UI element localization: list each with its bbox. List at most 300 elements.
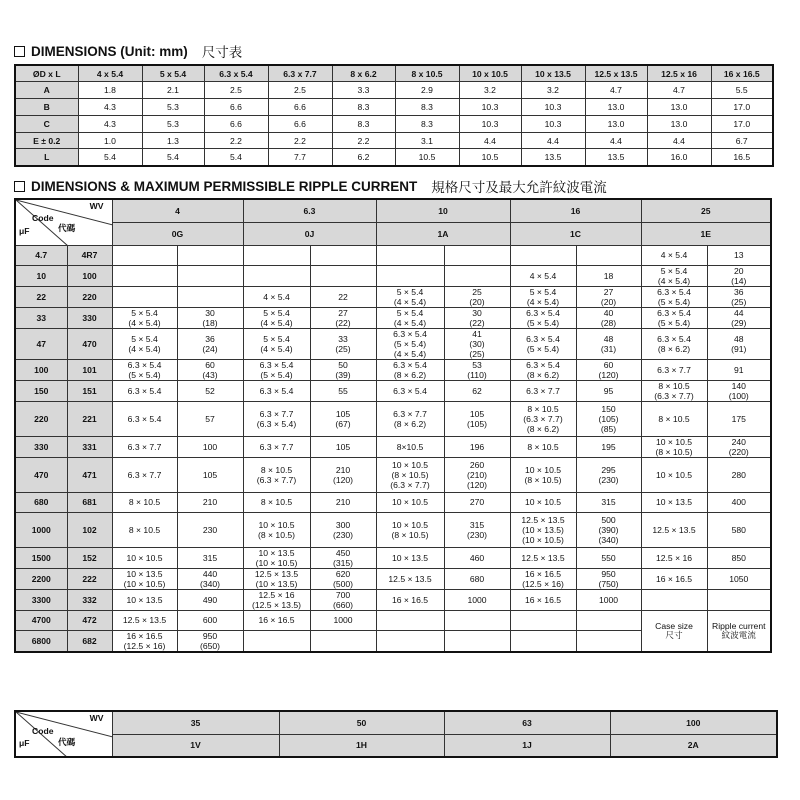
cell-line: (20) — [469, 296, 485, 307]
dimension-value: 5.4 — [78, 149, 142, 166]
ripple-current-cell — [707, 307, 771, 328]
ripple-current-cell — [177, 401, 243, 436]
case-size-cell — [641, 457, 707, 492]
case-size-cell — [641, 547, 707, 568]
dimension-value: 2.2 — [268, 132, 332, 149]
dimension-label: L — [15, 149, 78, 166]
cell-line: (6.3 × 7.7) — [390, 479, 430, 490]
ripple-current-cell — [707, 547, 771, 568]
case-size-cell — [112, 589, 177, 610]
ripple-row — [15, 512, 771, 547]
cell-line: (10 × 10.5) — [255, 557, 298, 568]
ripple-current-cell — [310, 589, 376, 610]
cell-line: (100) — [728, 390, 749, 401]
cell-line: (5 × 5.4) — [128, 369, 161, 380]
ripple-current-cell — [177, 436, 243, 457]
ripple-current-cell — [177, 547, 243, 568]
cell-line: 5 × 5.4 — [263, 333, 290, 344]
ripple-row — [15, 610, 771, 630]
cell-line: (390) — [598, 524, 619, 535]
case-size-cell — [112, 380, 177, 401]
cell-line: 210 — [335, 497, 351, 507]
capacitance-value: 330 — [15, 436, 67, 457]
cell-line: 6.3 × 5.4 — [657, 307, 691, 318]
cell-line: 36 — [733, 286, 744, 297]
voltage-code-header: 0J — [243, 222, 376, 245]
cell-line: (4 × 5.4) — [128, 317, 161, 328]
dimension-label: C — [15, 115, 78, 132]
ripple-row — [15, 359, 771, 380]
cell-line: 10 × 10.5 — [655, 469, 693, 480]
case-size-cell — [243, 589, 310, 610]
ripple-current-cell — [310, 307, 376, 328]
capacitance-code: 100 — [67, 265, 112, 286]
case-size-cell — [243, 512, 310, 547]
dimensions-header-row — [15, 65, 773, 82]
cell-line: 1000 — [467, 594, 487, 605]
capacitance-code: 152 — [67, 547, 112, 568]
voltage-header: 4 — [112, 199, 243, 222]
ripple-current-cell — [444, 307, 510, 328]
cell-line: (750) — [598, 578, 619, 589]
cell-line: (8 × 10.5) — [391, 469, 429, 480]
dimension-value: 2.9 — [395, 82, 459, 99]
dimension-value: 10.3 — [459, 115, 521, 132]
ripple-table — [14, 198, 772, 653]
case-size-cell — [641, 307, 707, 328]
case-size-cell — [510, 457, 576, 492]
case-size-cell — [641, 380, 707, 401]
ripple-current-cell — [444, 492, 510, 512]
case-size-cell — [112, 359, 177, 380]
cell-line: (4 × 5.4) — [526, 296, 560, 307]
case-size-cell — [243, 245, 310, 265]
ripple-current-cell — [177, 512, 243, 547]
size-header: 4 x 5.4 — [78, 65, 142, 82]
dimension-value: 6.6 — [268, 115, 332, 132]
ripple-current-cell — [576, 457, 641, 492]
cell-line: (105) — [598, 413, 619, 424]
dimension-value: 1.0 — [78, 132, 142, 149]
cell-line: 10 × 10.5 — [391, 459, 429, 470]
cell-line: 30 — [205, 307, 215, 318]
dimension-value: 13.0 — [585, 99, 647, 116]
cell-line: 1050 — [729, 573, 749, 584]
dimension-value: 10.5 — [395, 149, 459, 166]
cell-line: 27 — [338, 307, 348, 318]
cell-line: 4 × 5.4 — [263, 291, 290, 302]
voltage-code-header: 1C — [510, 222, 641, 245]
ripple-current-cell — [177, 589, 243, 610]
ripple-current-cell — [310, 630, 376, 652]
dimension-label: A — [15, 82, 78, 99]
size-header: 6.3 x 7.7 — [268, 65, 332, 82]
cell-line: 4 × 5.4 — [529, 270, 557, 281]
case-size-cell — [510, 380, 576, 401]
cell-line: 105 — [335, 408, 351, 419]
cell-line: 10 × 10.5 — [126, 552, 163, 563]
case-size-cell — [510, 492, 576, 512]
cell-line: 680 — [469, 573, 485, 584]
cell-line: 270 — [469, 497, 485, 507]
cell-line: 6.3 × 7.7 — [127, 441, 162, 452]
cell-line: (5 × 5.4) — [393, 338, 427, 349]
cell-line: (6.3 × 7.7) — [523, 413, 563, 424]
cell-line: 295 — [601, 464, 616, 475]
cell-line: 8 × 10.5 — [527, 441, 559, 452]
cell-line: 6.3 × 7.7 — [657, 364, 691, 375]
cell-line: 105 — [469, 408, 485, 419]
cell-line: 10 × 13.5 — [126, 568, 163, 579]
case-size-cell — [641, 265, 707, 286]
case-size-cell — [112, 457, 177, 492]
case-size-cell — [243, 610, 310, 630]
case-size-cell — [510, 630, 576, 652]
size-header: 10 x 13.5 — [521, 65, 585, 82]
ripple-current-cell — [444, 512, 510, 547]
cell-line: (110) — [467, 369, 487, 380]
ripple-current-cell — [707, 380, 771, 401]
ripple-current-cell — [444, 245, 510, 265]
cell-line: (5 × 5.4) — [260, 369, 293, 380]
ripple-section-title — [14, 176, 607, 196]
cell-line: (18) — [202, 317, 218, 328]
ripple-current-cell — [444, 457, 510, 492]
size-header: 6.3 x 5.4 — [204, 65, 268, 82]
cell-line: 48 — [733, 333, 744, 344]
voltage-header: 6.3 — [243, 199, 376, 222]
cell-line: (31) — [600, 343, 617, 354]
case-size-cell — [243, 307, 310, 328]
dimension-value: 6.2 — [332, 149, 395, 166]
cell-line: 50 — [338, 359, 348, 370]
ripple-current-cell — [707, 328, 771, 359]
case-size-cell — [376, 610, 444, 630]
ripple-current-cell — [576, 328, 641, 359]
cell-line: 210 — [202, 497, 218, 507]
cell-line: 140 — [731, 380, 746, 391]
capacitance-code: 101 — [67, 359, 112, 380]
dim-corner-header: ØD x L — [15, 65, 78, 82]
case-size-cell — [112, 307, 177, 328]
case-size-cell — [112, 568, 177, 589]
cell-line: (10 × 13.5) — [255, 578, 298, 589]
cell-line: 57 — [205, 413, 215, 424]
case-size-cell — [641, 359, 707, 380]
capacitance-value: 470 — [15, 457, 67, 492]
cell-line: 33 — [338, 333, 348, 344]
dimension-label: B — [15, 99, 78, 116]
capacitance-value: 680 — [15, 492, 67, 512]
cell-line: 52 — [205, 385, 215, 396]
ripple-current-cell — [576, 436, 641, 457]
ripple-current-cell — [444, 589, 510, 610]
voltage-header: 10 — [376, 199, 510, 222]
dimension-value: 16.5 — [711, 149, 773, 166]
case-size-cell — [510, 245, 576, 265]
wv-label: WV — [89, 201, 104, 211]
cell-line: 6.3 × 5.4 — [393, 359, 427, 370]
ripple-current-cell — [576, 359, 641, 380]
cell-line: (5 × 5.4) — [526, 343, 560, 354]
dimension-value: 2.2 — [204, 132, 268, 149]
cell-line: 1000 — [598, 594, 619, 605]
case-size-cell — [112, 630, 177, 652]
cell-line: (25) — [469, 348, 485, 359]
cell-line: (8 × 6.2) — [526, 369, 560, 380]
dimension-value: 13.0 — [647, 99, 711, 116]
cell-line: 10 × 10.5 — [524, 464, 562, 475]
ripple-current-cell — [444, 630, 510, 652]
size-header: 10 x 10.5 — [459, 65, 521, 82]
cell-line: (8 × 6.2) — [657, 343, 691, 354]
dimension-value: 5.4 — [142, 149, 204, 166]
dimension-value: 7.7 — [268, 149, 332, 166]
legend-ripple-label: Ripple current — [712, 620, 766, 631]
ripple-current-cell — [576, 245, 641, 265]
cell-line: 550 — [601, 552, 616, 563]
case-size-cell — [112, 245, 177, 265]
dimension-value: 6.6 — [268, 99, 332, 116]
dimension-value: 3.2 — [521, 82, 585, 99]
header-corner-cell — [15, 199, 112, 245]
cell-line: 5 × 5.4 — [396, 307, 424, 318]
ripple-current-cell — [707, 457, 771, 492]
cell-line: (340) — [598, 534, 619, 545]
dimension-value: 2.2 — [332, 132, 395, 149]
cell-line: 6.3 × 5.4 — [657, 333, 691, 344]
cell-line: 175 — [731, 413, 746, 424]
capacitance-value: 6800 — [15, 630, 67, 652]
cell-line: 8 × 10.5 — [527, 403, 559, 414]
cell-line: (8 × 6.2) — [526, 423, 560, 434]
cell-line: (6.3 × 5.4) — [256, 418, 297, 429]
case-size-cell — [641, 286, 707, 307]
case-size-cell — [376, 457, 444, 492]
ripple-row — [15, 568, 771, 589]
dimension-value: 5.3 — [142, 99, 204, 116]
ripple-current-cell — [444, 359, 510, 380]
ripple-current-cell — [576, 630, 641, 652]
cell-line: 5 × 5.4 — [660, 265, 688, 276]
case-size-cell — [243, 401, 310, 436]
dimensions-row — [15, 132, 773, 149]
cell-line: 6.3 × 5.4 — [259, 385, 294, 396]
cell-line: 315 — [469, 519, 485, 530]
dimension-value: 8.3 — [332, 115, 395, 132]
dimension-value: 4.4 — [459, 132, 521, 149]
ripple-current-cell — [707, 401, 771, 436]
case-size-cell — [376, 380, 444, 401]
dimension-value: 13.5 — [521, 149, 585, 166]
cell-line: 5 × 5.4 — [263, 307, 290, 318]
ripple-current-cell — [310, 492, 376, 512]
case-size-cell — [112, 512, 177, 547]
cell-line: (10 × 10.5) — [123, 578, 166, 589]
voltage-header: 25 — [641, 199, 771, 222]
checkbox-square-icon — [14, 181, 25, 192]
cell-line: 60 — [603, 359, 614, 370]
capacitance-value: 4700 — [15, 610, 67, 630]
capacitance-code: 682 — [67, 630, 112, 652]
capacitance-code: 222 — [67, 568, 112, 589]
uf-label: μF — [19, 738, 30, 748]
ripple-current-cell — [444, 568, 510, 589]
ripple-title: DIMENSIONS & MAXIMUM PERMISSIBLE RIPPLE CURRENT — [31, 178, 418, 194]
cell-line: 300 — [335, 519, 351, 530]
cell-line: 48 — [603, 333, 614, 344]
case-size-cell — [112, 265, 177, 286]
voltage-code-header: 1V — [112, 734, 279, 757]
case-size-cell — [376, 359, 444, 380]
cell-line: (8 × 6.2) — [393, 369, 427, 380]
dimension-value: 5.4 — [204, 149, 268, 166]
ripple-current-cell — [177, 359, 243, 380]
dimensions-row — [15, 115, 773, 132]
voltage-code-header: 1E — [641, 222, 771, 245]
cell-line: 10 × 10.5 — [391, 519, 429, 530]
dimension-value: 8.3 — [395, 115, 459, 132]
cell-line: (24) — [202, 343, 218, 354]
cell-line: 500 — [601, 514, 616, 525]
cell-line: 850 — [731, 552, 746, 563]
cell-line: 210 — [335, 464, 351, 475]
size-header: 8 x 6.2 — [332, 65, 395, 82]
cell-line: 13 — [733, 250, 744, 260]
cell-line: (6.3 × 7.7) — [654, 390, 694, 401]
dimension-label: E ± 0.2 — [15, 132, 78, 149]
cell-line: (120) — [598, 369, 619, 380]
case-size-cell — [243, 547, 310, 568]
cell-line: 195 — [601, 441, 616, 452]
capacitance-code: 220 — [67, 286, 112, 307]
ripple-current-cell — [177, 568, 243, 589]
dimensions-row — [15, 149, 773, 166]
cell-line: 450 — [335, 547, 351, 558]
case-size-cell — [376, 630, 444, 652]
dimension-value: 2.1 — [142, 82, 204, 99]
cell-line: 6.3 × 7.7 — [526, 385, 560, 396]
dimension-value: 13.5 — [585, 149, 647, 166]
case-size-cell — [243, 568, 310, 589]
voltage-code-header: 1J — [444, 734, 610, 757]
ripple-current-cell — [444, 436, 510, 457]
ripple-row — [15, 547, 771, 568]
capacitance-code: 681 — [67, 492, 112, 512]
dimension-value: 2.5 — [204, 82, 268, 99]
ripple-current-cell — [310, 436, 376, 457]
case-size-cell — [641, 436, 707, 457]
capacitance-value: 150 — [15, 380, 67, 401]
case-size-cell — [376, 492, 444, 512]
cell-line: 6.3 × 7.7 — [127, 469, 162, 480]
dimension-value: 6.6 — [204, 115, 268, 132]
legend-case-size-label-zh: 尺寸 — [665, 630, 683, 641]
cell-line: 315 — [601, 497, 616, 507]
cell-line: (22) — [335, 317, 351, 328]
ripple-row — [15, 328, 771, 359]
capacitance-code: 471 — [67, 457, 112, 492]
cell-line: 27 — [603, 286, 614, 297]
cell-line: 91 — [733, 364, 744, 375]
cell-line: (4 × 5.4) — [657, 275, 691, 286]
capacitance-value: 2200 — [15, 568, 67, 589]
cell-line: 400 — [731, 497, 746, 507]
case-size-cell — [641, 401, 707, 436]
cell-line: (22) — [469, 317, 485, 328]
cell-line: 10 × 10.5 — [655, 436, 693, 447]
ripple-current-cell — [310, 512, 376, 547]
case-size-cell — [243, 265, 310, 286]
ripple-current-cell — [707, 492, 771, 512]
size-header: 12.5 x 16 — [647, 65, 711, 82]
cell-line: 580 — [731, 524, 746, 535]
dimension-value: 4.3 — [78, 99, 142, 116]
case-size-cell — [376, 436, 444, 457]
ripple-current-cell — [444, 265, 510, 286]
cell-line: 5 × 5.4 — [396, 286, 424, 297]
ripple-row — [15, 436, 771, 457]
cell-line: (4 × 5.4) — [393, 317, 427, 328]
dimension-value: 3.3 — [332, 82, 395, 99]
cell-line: 25 — [472, 286, 482, 297]
cell-line: 950 — [202, 630, 218, 641]
case-size-cell — [510, 589, 576, 610]
cell-line: (10 × 13.5) — [522, 524, 564, 535]
cell-line: (12.5 × 16) — [123, 640, 166, 651]
case-size-cell — [641, 492, 707, 512]
ripple-table-high-voltage — [14, 710, 778, 758]
case-size-cell — [376, 547, 444, 568]
cell-line: 8 × 10.5 — [260, 464, 293, 475]
legend-ripple-label-zh: 紋波電流 — [721, 630, 756, 641]
case-size-cell — [510, 401, 576, 436]
dimension-value: 5.3 — [142, 115, 204, 132]
cell-line: 16 × 16.5 — [126, 630, 163, 641]
ripple-current-cell — [177, 328, 243, 359]
case-size-cell — [376, 328, 444, 359]
cell-line: (14) — [731, 275, 747, 286]
cell-line: 6.3 × 5.4 — [526, 307, 560, 318]
dimension-value: 17.0 — [711, 115, 773, 132]
cell-line: (120) — [466, 479, 488, 490]
cell-line: (30) — [469, 338, 485, 349]
cell-line: 10 × 10.5 — [258, 519, 295, 530]
case-size-cell — [376, 512, 444, 547]
case-size-cell — [243, 286, 310, 307]
case-size-cell — [376, 307, 444, 328]
cell-line: 16 × 16.5 — [524, 568, 562, 579]
cell-line: 16 × 16.5 — [655, 573, 693, 584]
cell-line: (4 × 5.4) — [260, 317, 293, 328]
ripple-current-cell — [310, 457, 376, 492]
cell-line: 36 — [205, 333, 215, 344]
cell-line: (43) — [202, 369, 218, 380]
dimension-value: 4.7 — [647, 82, 711, 99]
cell-line: 30 — [472, 307, 482, 318]
case-size-cell — [510, 359, 576, 380]
capacitance-code: 221 — [67, 401, 112, 436]
case-size-cell — [112, 401, 177, 436]
case-size-cell — [243, 436, 310, 457]
ripple-current-cell — [707, 512, 771, 547]
case-size-cell — [376, 401, 444, 436]
cell-line: (5 × 5.4) — [657, 296, 691, 307]
cell-line: 8×10.5 — [396, 441, 424, 452]
case-size-cell — [112, 328, 177, 359]
cell-line: (85) — [600, 423, 617, 434]
code-label: Code — [32, 726, 54, 736]
